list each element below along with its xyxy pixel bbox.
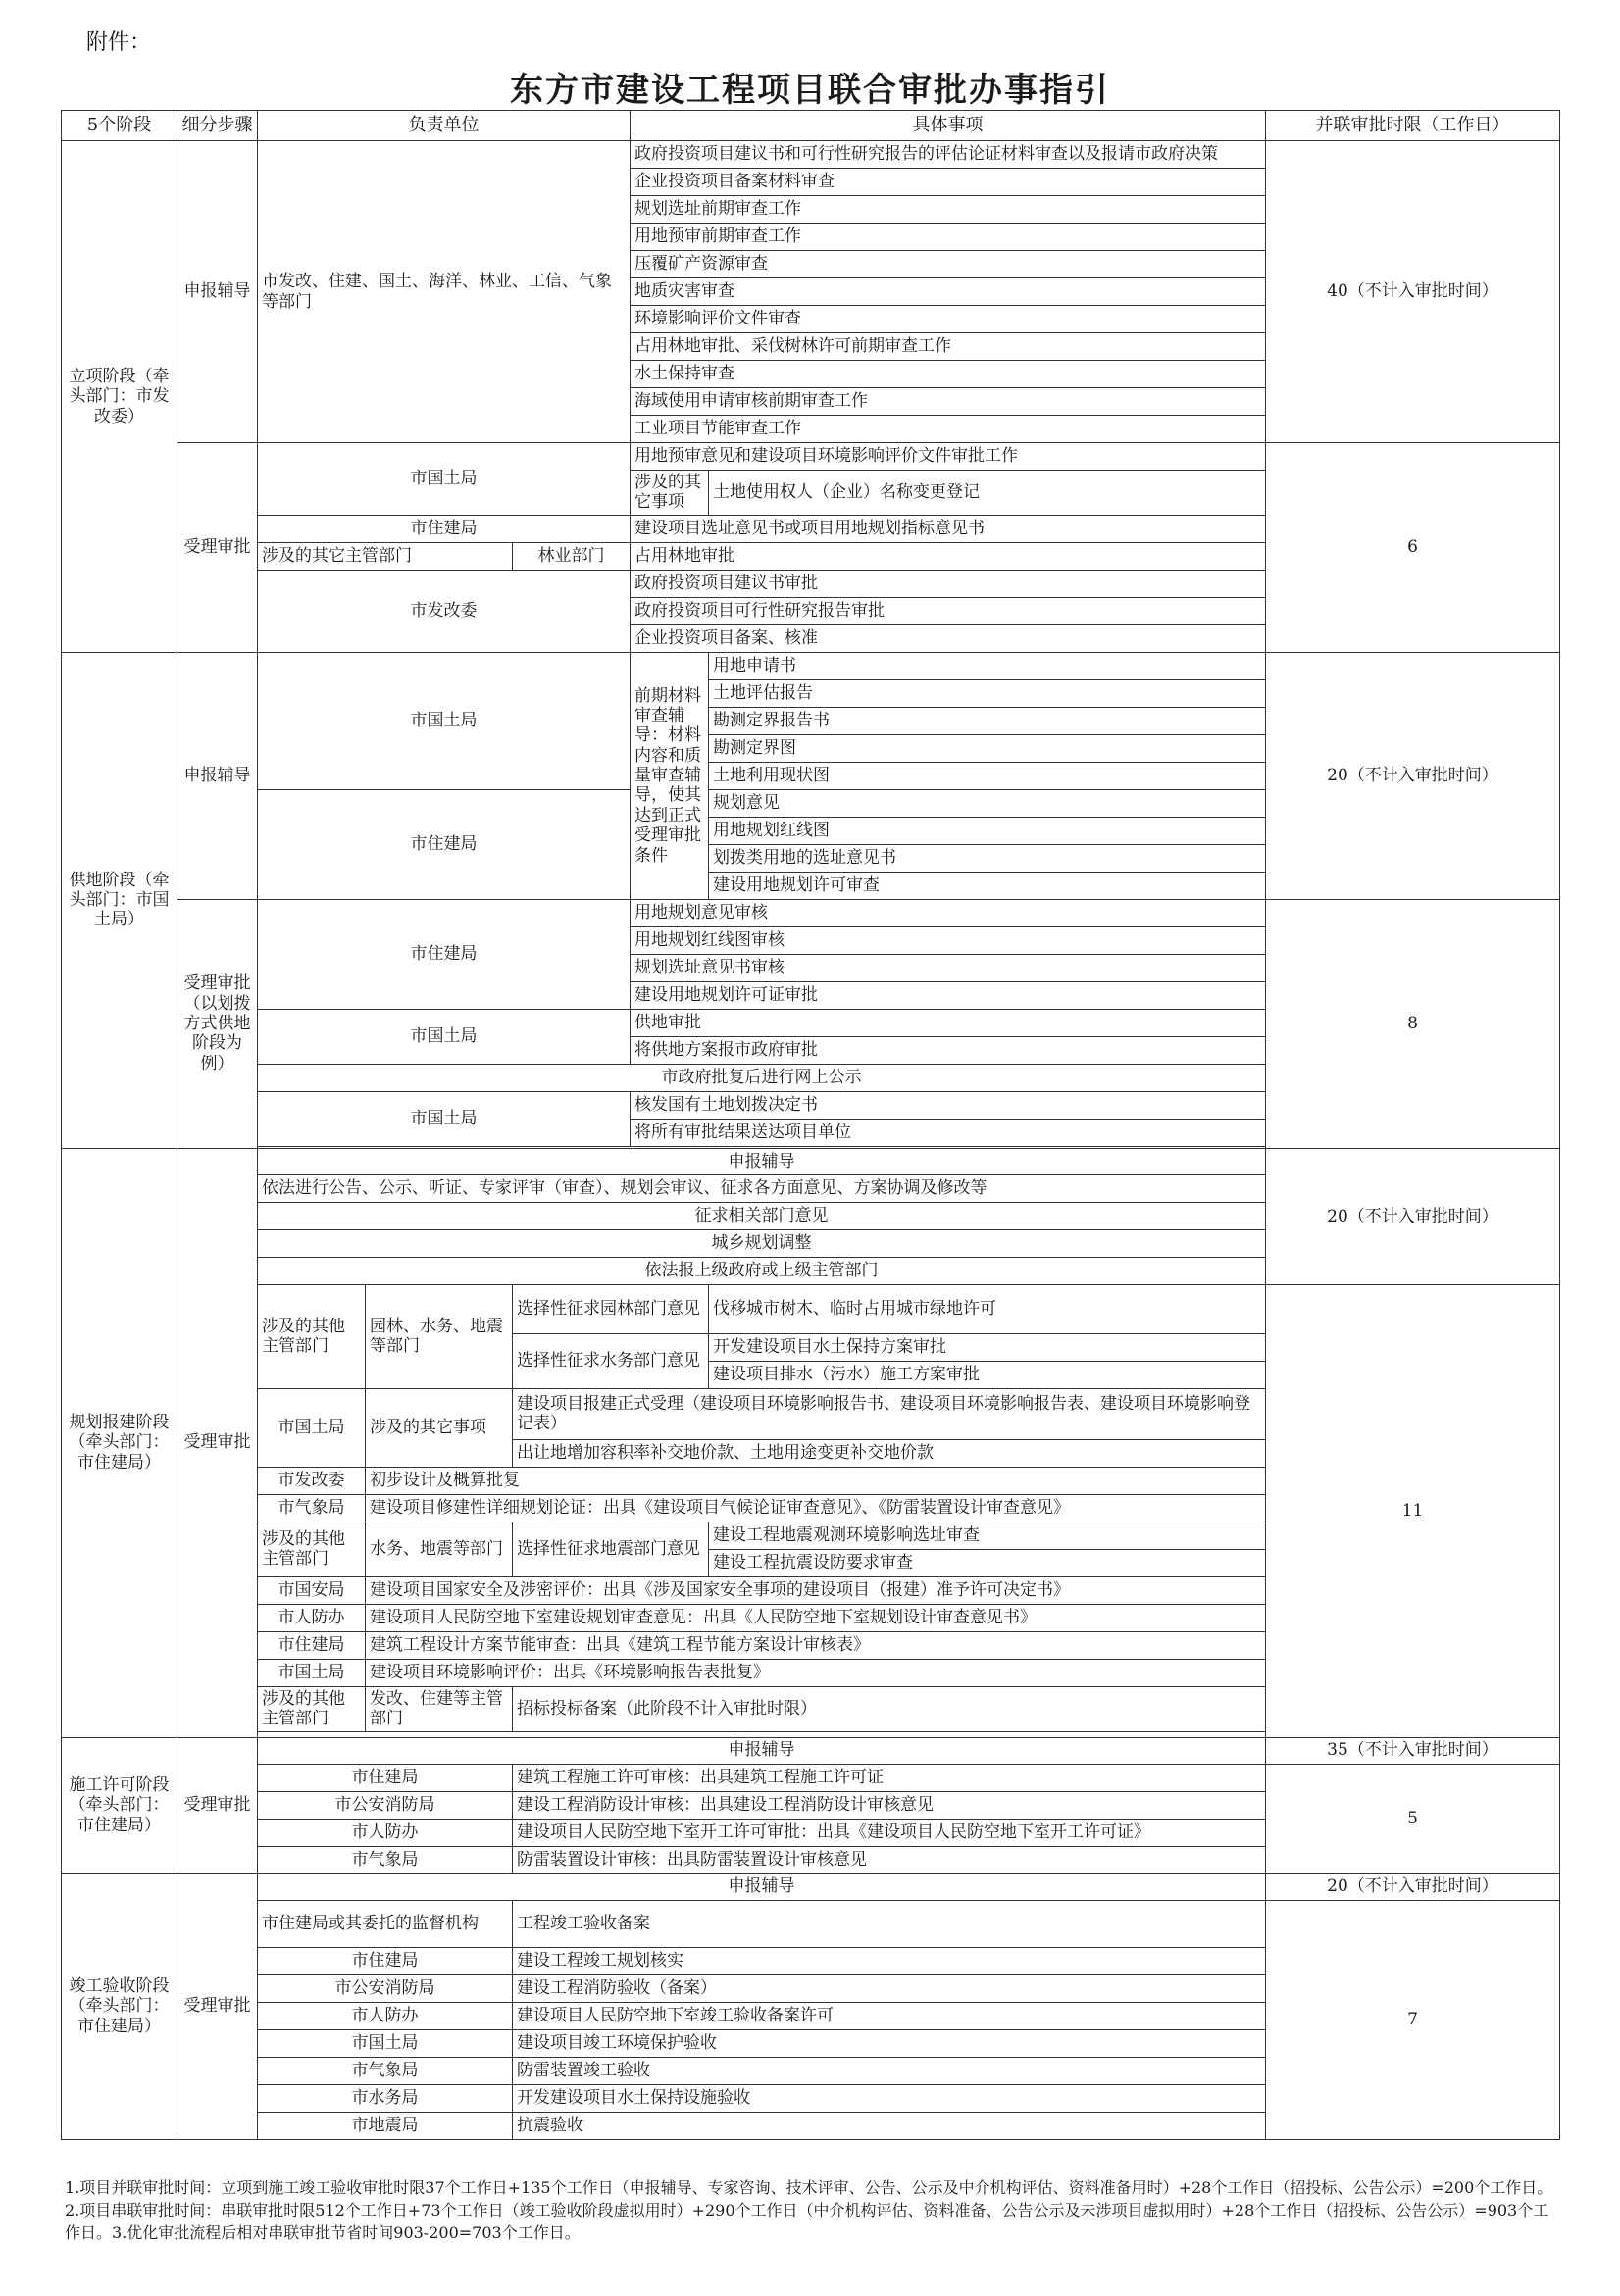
item: 勘测定界报告书: [709, 707, 1266, 734]
item: 土地利用现状图: [709, 762, 1266, 789]
item: 建设工程竣工规划核实: [513, 1947, 1266, 1974]
unit-name: 市水务局: [258, 2084, 513, 2112]
unit-name: 市人防办: [258, 1819, 513, 1846]
time-limit: 35（不计入审批时间）: [1266, 1737, 1560, 1764]
item: 建设项目排水（污水）施工方案审批: [709, 1361, 1266, 1388]
item: 用地预审意见和建设项目环境影响评价文件审批工作: [631, 443, 1266, 471]
item: 依法进行公告、公示、听证、专家评审（审查）、规划会审议、征求各方面意见、方案协调及修改等: [258, 1174, 1266, 1202]
item: 占用林地审批: [631, 542, 1266, 570]
item: 用地规划红线图审核: [631, 926, 1266, 954]
unit-name: 市国土局: [258, 1388, 366, 1467]
unit-name: 市人防办: [258, 2002, 513, 2029]
unit-name: 市国土局: [258, 443, 631, 516]
table-header-row: [62, 111, 1560, 141]
unit-name: 发改、住建等主管部门: [366, 1686, 513, 1731]
item: 供地审批: [631, 1009, 1266, 1036]
column-header: 具体事项: [631, 111, 1266, 141]
item: 企业投资项目备案、核准: [631, 624, 1266, 652]
item: 用地规划红线图: [709, 817, 1266, 844]
step-name: 受理审批: [177, 1873, 258, 2139]
item: 防雷装置竣工验收: [513, 2057, 1266, 2084]
column-header: 负责单位: [258, 111, 631, 141]
item: 规划选址意见书审核: [631, 954, 1266, 981]
item: 城乡规划调整: [258, 1229, 1266, 1257]
item-category: 选择性征求水务部门意见: [513, 1333, 709, 1388]
unit-name: 市住建局: [258, 1631, 366, 1659]
unit-name: 市国土局: [258, 1659, 366, 1686]
item: 土地使用权人（企业）名称变更登记: [709, 471, 1266, 516]
item: 用地预审前期审查工作: [631, 224, 1266, 251]
item: 建设工程地震观测环境影响选址审查: [709, 1522, 1266, 1549]
item: 征求相关部门意见: [258, 1202, 1266, 1229]
page-title: 东方市建设工程项目联合审批办事指引: [510, 71, 1110, 110]
item: 压覆矿产资源审查: [631, 251, 1266, 278]
unit-name: 涉及的其他主管部门: [258, 1686, 366, 1731]
unit-name: 市地震局: [258, 2112, 513, 2139]
step-name: 申报辅导: [177, 141, 258, 443]
step-name: 受理审批: [177, 443, 258, 653]
unit-name: 市公安消防局: [258, 1974, 513, 2002]
column-header: 5个阶段: [62, 111, 177, 141]
unit-name: 市气象局: [258, 1846, 513, 1873]
unit-name: 涉及的其他主管部门: [258, 1284, 366, 1388]
unit-name: 市国安局: [258, 1576, 366, 1604]
item-category: 涉及的其它事项: [631, 471, 709, 516]
unit-name: 涉及的其他主管部门: [258, 1522, 366, 1576]
item: 水土保持审查: [631, 361, 1266, 388]
time-limit: 7: [1266, 1900, 1560, 2139]
unit-name: 市发改委: [258, 1467, 366, 1494]
item: 建设工程消防设计审核：出具建设工程消防设计审核意见: [513, 1791, 1266, 1819]
time-limit: 20（不计入审批时间）: [1266, 1148, 1560, 1284]
item: 建设项目人民防空地下室竣工验收备案许可: [513, 2002, 1266, 2029]
item: 建设项目修建性详细规划论证：出具《建设项目气候论证审查意见》、《防雷装置设计审查意见》: [366, 1494, 1266, 1522]
stage-name: 施工许可阶段（牵头部门：市住建局）: [62, 1737, 177, 1873]
item: 建设项目选址意见书或项目用地规划指标意见书: [631, 515, 1266, 542]
item-category: 选择性征求地震部门意见: [513, 1522, 709, 1576]
item: 建设用地规划许可审查: [709, 872, 1266, 899]
step-name: 申报辅导: [177, 652, 258, 899]
item: 招标投标备案（此阶段不计入审批时限）: [513, 1686, 1266, 1731]
attachment-label: 附件：: [86, 30, 152, 55]
approval-guide-table: [61, 110, 1560, 2140]
unit-name: 市住建局: [258, 515, 631, 542]
item: 规划意见: [709, 789, 1266, 817]
item-category: 涉及的其它事项: [366, 1388, 513, 1467]
unit-name: 市发改、住建、国土、海洋、林业、工信、气象等部门: [258, 141, 631, 443]
time-limit: 20（不计入审批时间）: [1266, 1873, 1560, 1900]
guidance-text: 前期材料审查辅导：材料内容和质量审查辅导，使其达到正式受理审批条件: [631, 652, 709, 899]
step-name: 受理审批（以划拨方式供地阶段为例）: [177, 899, 258, 1148]
item: 市政府批复后进行网上公示: [258, 1064, 1266, 1091]
item: 建筑工程施工许可审核：出具建筑工程施工许可证: [513, 1764, 1266, 1791]
item: 企业投资项目备案材料审查: [631, 169, 1266, 196]
unit-name: 林业部门: [513, 542, 631, 570]
unit-name: 市国土局: [258, 1091, 631, 1146]
time-limit: 6: [1266, 443, 1560, 653]
unit-name: 水务、地震等部门: [366, 1522, 513, 1576]
item: 建设项目人民防空地下室建设规划审查意见：出具《人民防空地下室规划设计审查意见书》: [366, 1604, 1266, 1631]
item: 出让地增加容积率补交地价款、土地用途变更补交地价款: [513, 1439, 1266, 1467]
time-limit: 11: [1266, 1284, 1560, 1737]
unit-name: 市住建局: [258, 1947, 513, 1974]
time-limit: 5: [1266, 1764, 1560, 1873]
unit-name: 市气象局: [258, 2057, 513, 2084]
time-limit: 8: [1266, 899, 1560, 1148]
unit-name: 市公安消防局: [258, 1791, 513, 1819]
item: 政府投资项目可行性研究报告审批: [631, 597, 1266, 624]
item: 建设项目竣工环境保护验收: [513, 2029, 1266, 2057]
item: 工业项目节能审查工作: [631, 416, 1266, 443]
item: 地质灾害审查: [631, 278, 1266, 306]
item: 勘测定界图: [709, 734, 1266, 762]
item: 将供地方案报市政府审批: [631, 1036, 1266, 1064]
unit-name: 园林、水务、地震等部门: [366, 1284, 513, 1388]
footnotes: 1.项目并联审批时间：立项到施工竣工验收审批时限37个工作日+135个工作日（申报辅导、专家咨询、技术评审、公告、公示及中介机构评估、资料准备用时）+28个工作日（招投标、公告公示）=200个工作日。2.项目串联审批时间：串联审批时限512个工作日+73个工作日（竣工验收阶段虚拟用时）+290个工作日（中介机构评估、资料准备、公告公示及未涉项目虚拟用时）+28个工作日（招投标、公告公示）=903个工作日。3.优化审批流程后相对串联审批节省时间903-200=703个工作日。: [65, 2178, 1553, 2243]
item: 建设工程消防验收（备案）: [513, 1974, 1266, 2002]
step-name: 受理审批: [177, 1148, 258, 1737]
item: 伐移城市树木、临时占用城市绿地许可: [709, 1284, 1266, 1333]
item: 建筑工程设计方案节能审查：出具《建筑工程节能方案设计审核表》: [366, 1631, 1266, 1659]
item: 建设项目报建正式受理（建设项目环境影响报告书、建设项目环境影响报告表、建设项目环境影响登记表）: [513, 1388, 1266, 1439]
item: 用地申请书: [709, 652, 1266, 679]
item: 开发建设项目水土保持方案审批: [709, 1333, 1266, 1361]
unit-name: 市发改委: [258, 570, 631, 652]
stage-name: 竣工验收阶段（牵头部门：市住建局）: [62, 1873, 177, 2139]
item: 海域使用申请审核前期审查工作: [631, 388, 1266, 416]
item: 建设项目国家安全及涉密评价：出具《涉及国家安全事项的建设项目（报建）准予许可决定书》: [366, 1576, 1266, 1604]
column-header: 并联审批时限（工作日）: [1266, 111, 1560, 141]
item: 抗震验收: [513, 2112, 1266, 2139]
item-category: 选择性征求园林部门意见: [513, 1284, 709, 1333]
item: 核发国有土地划拨决定书: [631, 1091, 1266, 1119]
time-limit: 20（不计入审批时间）: [1266, 652, 1560, 899]
item: 建设项目人民防空地下室开工许可审批：出具《建设项目人民防空地下室开工许可证》: [513, 1819, 1266, 1846]
unit-name: 市国土局: [258, 652, 631, 789]
item: 开发建设项目水土保持设施验收: [513, 2084, 1266, 2112]
item: 将所有审批结果送达项目单位: [631, 1119, 1266, 1146]
item: 土地评估报告: [709, 679, 1266, 707]
item: 建设工程抗震设防要求审查: [709, 1549, 1266, 1576]
unit-name: 市住建局或其委托的监督机构: [258, 1900, 513, 1947]
item: 政府投资项目建议书和可行性研究报告的评估论证材料审查以及报请市政府决策: [631, 141, 1266, 169]
section-header: 申报辅导: [258, 1148, 1266, 1174]
unit-name: 市住建局: [258, 789, 631, 899]
unit-name: 市气象局: [258, 1494, 366, 1522]
unit-name: 市国土局: [258, 1009, 631, 1064]
time-limit: 40（不计入审批时间）: [1266, 141, 1560, 443]
item: 初步设计及概算批复: [366, 1467, 1266, 1494]
item: 建设项目环境影响评价：出具《环境影响报告表批复》: [366, 1659, 1266, 1686]
item: 用地规划意见审核: [631, 899, 1266, 926]
column-header: 细分步骤: [177, 111, 258, 141]
stage-name: 立项阶段（牵头部门：市发改委）: [62, 141, 177, 653]
unit-name: 涉及的其它主管部门: [258, 542, 513, 570]
item: 环境影响评价文件审查: [631, 306, 1266, 333]
item: 防雷装置设计审核：出具防雷装置设计审核意见: [513, 1846, 1266, 1873]
unit-name: 市住建局: [258, 1764, 513, 1791]
stage-name: 供地阶段（牵头部门：市国土局）: [62, 652, 177, 1148]
item: 建设用地规划许可证审批: [631, 981, 1266, 1009]
item: 规划选址前期审查工作: [631, 196, 1266, 224]
item: 划拨类用地的选址意见书: [709, 844, 1266, 872]
item: 依法报上级政府或上级主管部门: [258, 1257, 1266, 1284]
section-header: 申报辅导: [258, 1873, 1266, 1900]
section-header: 申报辅导: [258, 1737, 1266, 1764]
item: 占用林地审批、采伐树林许可前期审查工作: [631, 333, 1266, 361]
unit-name: 市人防办: [258, 1604, 366, 1631]
step-name: 受理审批: [177, 1737, 258, 1873]
item: 工程竣工验收备案: [513, 1900, 1266, 1947]
item: 政府投资项目建议书审批: [631, 570, 1266, 597]
unit-name: 市国土局: [258, 2029, 513, 2057]
unit-name: 市住建局: [258, 899, 631, 1009]
stage-name: 规划报建阶段（牵头部门：市住建局）: [62, 1148, 177, 1737]
